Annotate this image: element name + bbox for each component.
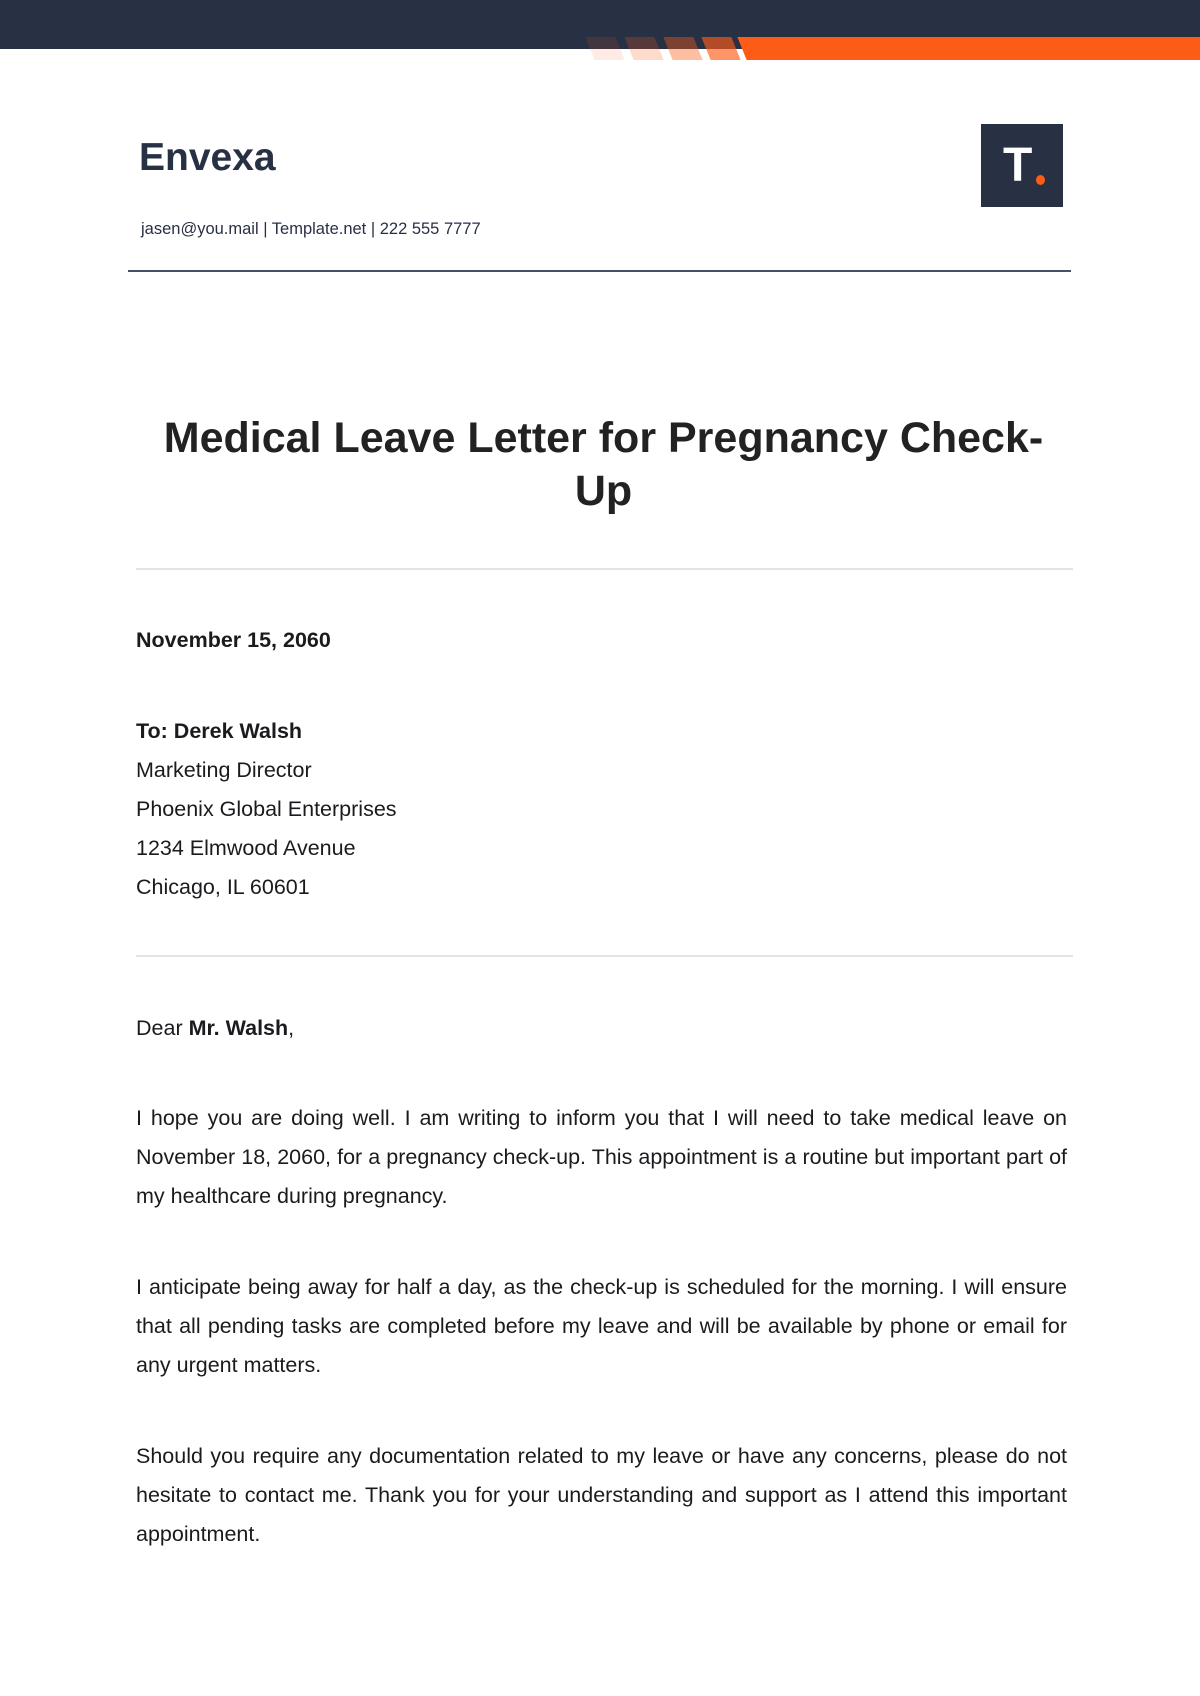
logo <box>981 124 1063 207</box>
recipient-line: Chicago, IL 60601 <box>136 875 310 899</box>
salutation <box>136 1009 1067 1048</box>
recipient-line: Phoenix Global Enterprises <box>136 797 397 821</box>
body-paragraph: I anticipate being away for half a day, as the check-up is scheduled for the morning. I will ensure that all pending tasks are completed before my leave and will be available by phone or email for any urgent matters. <box>136 1275 1067 1377</box>
recipient-block <box>136 712 1067 907</box>
logo-dot-icon <box>1036 175 1045 185</box>
logo-letter: T <box>1003 139 1033 192</box>
header-divider <box>128 270 1071 272</box>
contact-info: jasen@you.mail | Template.net | 222 555 7777 <box>141 220 481 238</box>
recipient-line: Marketing Director <box>136 758 312 782</box>
divider <box>136 568 1073 570</box>
recipient-line: 1234 Elmwood Avenue <box>136 836 356 860</box>
letter-date: November 15, 2060 <box>136 628 331 652</box>
body-paragraph: Should you require any documentation related to my leave or have any concerns, please do not hesitate to contact me. Thank you for your understanding and support as I attend this important appointment. <box>136 1444 1067 1546</box>
recipient-name: To: Derek Walsh <box>136 719 303 743</box>
salutation-name: Mr. Walsh <box>188 1016 289 1040</box>
salutation-suffix: , <box>288 1016 295 1040</box>
accent-bar <box>754 37 1200 60</box>
company-name: Envexa <box>139 136 276 179</box>
body-paragraph: I hope you are doing well. I am writing to inform you that I will need to take medical leave on November 18, 2060, for a pregnancy check-up. This appointment is a routine but important part of my healthcare during pregnancy. <box>136 1106 1067 1208</box>
letter-title: Medical Leave Letter for Pregnancy Check-Up <box>163 414 1044 515</box>
divider <box>136 955 1073 957</box>
salutation-prefix: Dear <box>136 1016 189 1040</box>
